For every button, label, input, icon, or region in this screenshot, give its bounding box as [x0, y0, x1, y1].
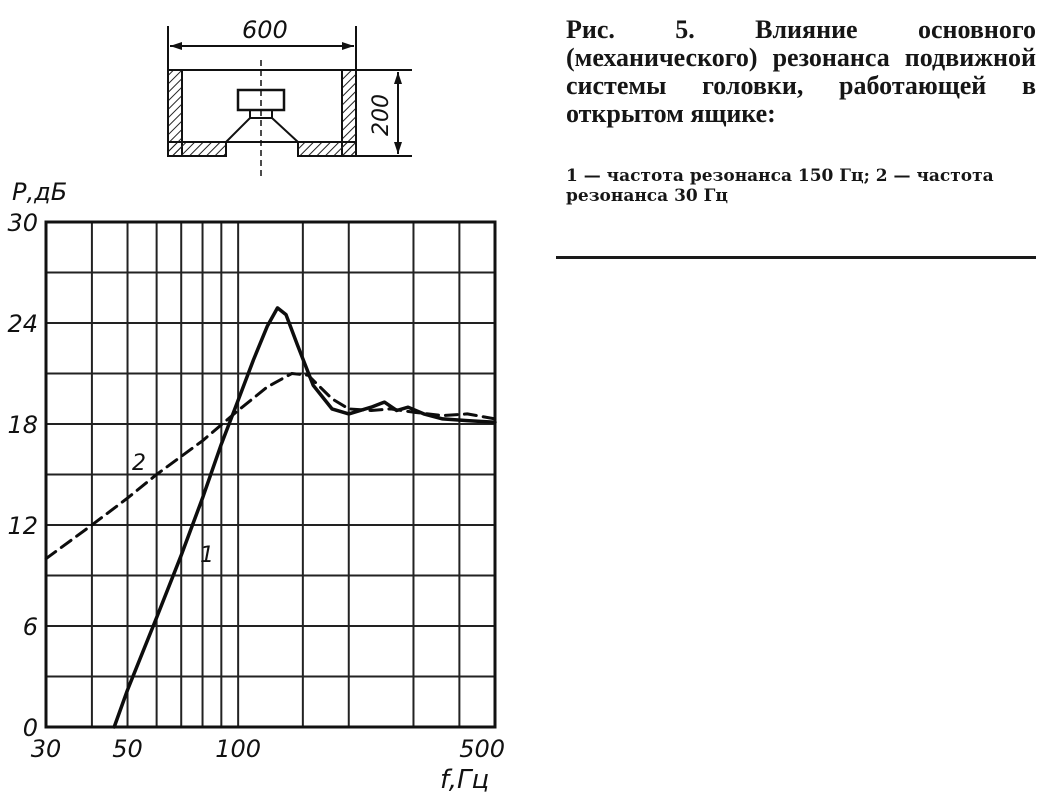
- caption-divider: [556, 256, 1036, 259]
- height-dimension-label: 200: [369, 94, 394, 136]
- speaker-box-drawing: [150, 8, 430, 178]
- y-axis-label: Р,дБ: [12, 178, 68, 206]
- width-dimension-label: 600: [242, 16, 288, 44]
- width-arrow-left: [170, 42, 182, 50]
- figure-caption-title: Рис. 5. Влияние основного (механического) резонанса подвижной системы головки, работающей в открытом ящике:: [566, 15, 1036, 128]
- x-tick-label: 100: [215, 735, 262, 763]
- y-tick-label: 24: [7, 310, 38, 338]
- x-tick-label: 50: [112, 735, 143, 763]
- width-arrow-right: [342, 42, 354, 50]
- chart-svg: [0, 170, 540, 800]
- speaker-cone: [226, 118, 298, 142]
- box-bottom-wall-right: [298, 142, 356, 156]
- y-tick-label: 0: [22, 714, 38, 742]
- figure-caption-legend: 1 — частота резонанса 150 Гц; 2 — частота резонанса 30 Гц: [566, 166, 994, 206]
- chart-series: [46, 308, 495, 727]
- series-line-1: [114, 308, 495, 727]
- x-tick-label: 500: [459, 735, 505, 763]
- height-arrow-bottom: [394, 142, 402, 154]
- speaker-box-diagram: [150, 8, 430, 178]
- box-bottom-wall-left: [168, 142, 226, 156]
- height-arrow-top: [394, 72, 402, 84]
- frequency-response-chart: [0, 170, 540, 800]
- x-axis-label: f,Гц: [440, 765, 490, 795]
- y-tick-label: 12: [7, 512, 38, 540]
- series-line-2: [46, 374, 495, 559]
- series-2-label: 2: [132, 451, 146, 476]
- y-tick-label: 6: [22, 613, 38, 641]
- series-1-label: 1: [200, 543, 214, 568]
- y-tick-label: 18: [7, 411, 38, 439]
- chart-tick-labels: [7, 209, 505, 763]
- chart-grid: [46, 222, 495, 727]
- y-tick-label: 30: [7, 209, 38, 237]
- x-tick-label: 30: [30, 735, 62, 763]
